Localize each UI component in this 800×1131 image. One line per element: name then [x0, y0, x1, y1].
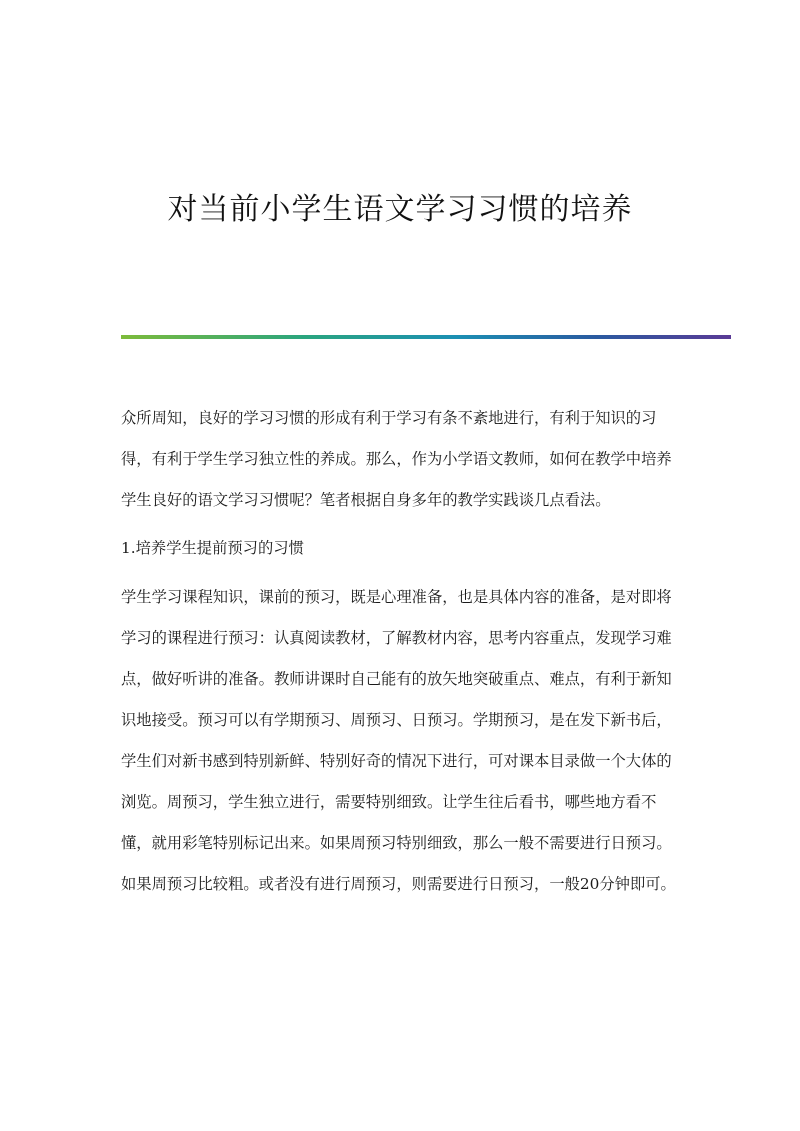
document-body [121, 398, 677, 905]
section-paragraph: 学生学习课程知识，课前的预习，既是心理准备，也是具体内容的准备，是对即将学习的课程进行预习：认真阅读教材，了解教材内容，思考内容重点，发现学习难点，做好听讲的准备。教师讲课时自己能有的放矢地突破重点、难点，有利于新知识地接受。预习可以有学期预习、周预习、日预习。学期预习，是在发下新书后，学生们对新书感到特别新鲜、特别好奇的情况下进行，可对课本目录做一个大体的浏览。周预习，学生独立进行，需要特别细致。让学生往后看书，哪些地方看不懂，就用彩笔特别标记出来。如果周预习特别细致，那么一般不需要进行日预习。如果周预习比较粗。或者没有进行周预习，则需要进行日预习，一般20分钟即可。 [121, 588, 676, 893]
section-heading: 1.培养学生提前预习的习惯 [121, 539, 304, 557]
intro-paragraph: 众所周知，良好的学习习惯的形成有利于学习有条不紊地进行，有利于知识的习得，有利于学生学习独立性的养成。那么，作为小学语文教师，如何在教学中培养学生良好的语文学习习惯呢？笔者根据自身多年的教学实践谈几点看法。 [121, 409, 672, 509]
title-divider [121, 335, 731, 339]
document-title: 对当前小学生语文学习习惯的培养 [167, 192, 633, 227]
